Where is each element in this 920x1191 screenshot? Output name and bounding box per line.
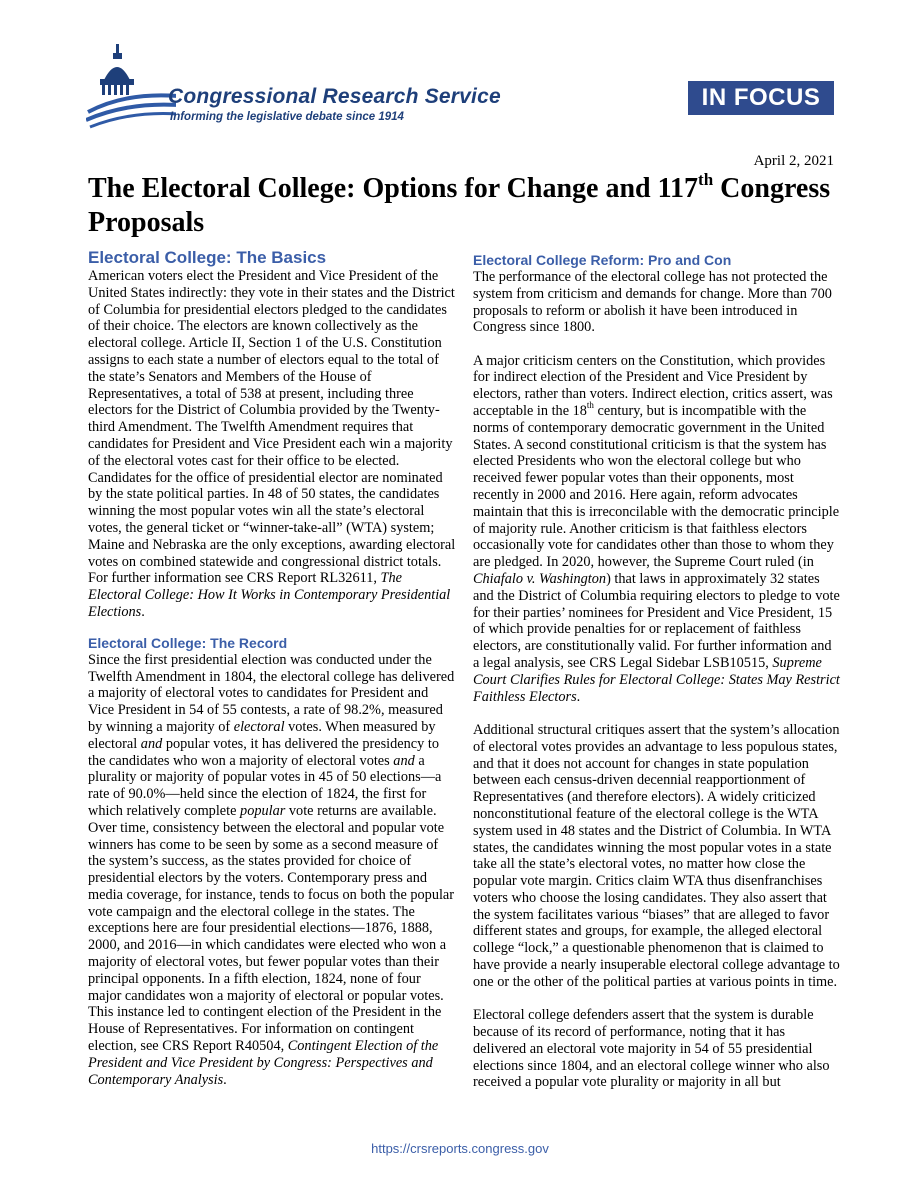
punctuation: . (576, 688, 581, 705)
record-text: vote returns are available. Over time, consistency between the electoral and popular vote winners has come to be seen by some as a second measure of the system’s success, as the states provided for choice of presidential electors by the voters. Contemporary press and media coverage, for instance, tends to focus on both the popular vote campaign and the electoral college in the states. The exceptions here are four presidential elections—1876, 1888, 2000, and 2016—in which candidates were elected who won a majority of electoral votes, but fewer popular votes than their principal opponents. In a fifth election, 1824, none of four major candidates won a majority of electoral or popular votes. This instance led to contingent election of the President in the House of Representatives. For information on contingent election, see CRS Report R40504, (88, 802, 455, 1055)
emphasis: popular (240, 802, 286, 819)
report-link-rl32611[interactable]: The Electoral College: How It Works in Contemporary Presidential Elections (88, 570, 451, 620)
page-title (88, 169, 848, 240)
criticism-text: ) that laws in approximately 32 states and the District of Columbia requiring electors to pledge to vote for their parties’ nominees for President and Vice President, 15 of which provide penalties for or replacement of faithless electors, are constitutionally valid. For further information and a legal analysis, see CRS Legal Sidebar LSB10515, (473, 571, 840, 672)
emphasis: and (140, 735, 163, 752)
org-tagline: Informing the legislative debate since 1914 (170, 111, 404, 123)
in-focus-badge: IN FOCUS (688, 81, 834, 115)
capitol-dome-icon (86, 40, 176, 130)
basics-text: American voters elect the President and Vice President of the United States indirectly: they vote in their states and the District of Columbia for presidential electors pledged to the candidates of their choice. The electors are known collectively as the electoral college. Article II, Section 1 of the U.S. Constitution assigns to each state a number of electors equal to the total of the state’s Senators and Members of the House of Representatives, a total of 538 at present, including three electors for the District of Columbia provided by the Twenty-third Amendment. The Twelfth Amendment requires that candidates for President and Vice President each win a majority of the electoral votes cast for their office to be elected. Candidates for the office of presidential elector are nominated by the state political parties. In 48 of 50 states, the candidates winning the most popular votes win all the state’s electoral votes, the general ticket or “winner-take-all” (WTA) system; Maine and Nebraska are the only exceptions, awarding electoral votes on combined statewide and congressional district totals. For further information see CRS Report RL32611, (88, 268, 456, 587)
title-part-2: Congress Proposals (88, 173, 831, 238)
reform-intro-paragraph: The performance of the electoral college has not protected the system from criticism and demands for change. More than 700 proposals to reform or abolish it have been introduced in Congress since 1800. (473, 269, 832, 336)
emphasis: electoral (233, 718, 285, 735)
emphasis: and (393, 752, 415, 769)
sidebar-link-lsb10515[interactable]: Supreme Court Clarifies Rules for Electoral College: States May Restrict Faithless Electors (473, 655, 840, 705)
criticism-paragraph (473, 353, 841, 706)
structural-critique-paragraph: Additional structural critiques assert that the system’s allocation of electoral votes provides an advantage to less populous states, and that it does not account for changes in state population between each census-driven decennial reapportionment of Representatives (and therefore electors). A widely criticized nonconstitutional feature of the electoral college is the WTA system used in 48 states and the District of Columbia. In WTA states, the candidates winning the most popular votes in a state take all the state’s electoral votes, no matter how close the popular vote margin. Critics claim WTA thus disenfranchises voters who choose the losing candidates. They also assert that the system facilitates various “biases” that are alleged to favor different states and groups, for example, the alleged electoral college “lock,” a questionable phenomenon that is claimed to have provide a nearly insuperable electoral college advantage to one or the other of the political parties at various points in time. (473, 721, 840, 990)
punctuation: . (141, 603, 145, 620)
publication-date: April 2, 2021 (753, 153, 834, 169)
record-text: popular votes, it has delivered the presidency to the candidates who won a majority of electoral votes (88, 735, 439, 769)
defenders-paragraph: Electoral college defenders assert that the system is durable because of its record of performance, noting that it has delivered an electoral vote majority in 54 of 55 presidential elections since 1804, and an electoral college winner who also received a popular vote plurality or majority in all but (473, 1007, 830, 1091)
org-name: Congressional Research Service (168, 85, 501, 108)
title-part-1: The Electoral College: Options for Change and 117 (88, 173, 699, 204)
record-text: a plurality or majority of popular votes in 45 of 50 elections—a rate of 90.0%—held since the election of 1824, the first for which relatively complete (88, 752, 442, 819)
ordinal-superscript: th (586, 400, 594, 411)
crs-logo[interactable] (86, 40, 506, 140)
record-paragraph (88, 652, 456, 1089)
section-heading-reform: Electoral College Reform: Pro and Con (473, 252, 732, 268)
title-superscript: th (698, 169, 714, 189)
left-column (88, 248, 456, 1088)
report-link-r40504[interactable]: Contingent Election of the President and Vice President by Congress: Perspectives and Contemporary Analysis (88, 1038, 439, 1088)
case-name: Chiafalo v. Washington (473, 571, 607, 588)
record-text: votes. When measured by electoral (88, 718, 436, 752)
section-heading-record: Electoral College: The Record (88, 634, 288, 651)
criticism-text: century, but is incompatible with the norms of contemporary democratic government in the United States. A second constitutional criticism is that the system has elected Presidents who won the electoral college but who received fewer popular votes than their opponents, most recently in 2000 and 2016. Here again, reform advocates maintain that this is irreconcilable with the democratic principle of majority rule. Another criticism is that faithless electors occasionally vote for candidates other than those to whom they are pledged. In 2020, however, the Supreme Court ruled (in (473, 403, 840, 571)
criticism-text: A major criticism centers on the Constitution, which provides for indirect election of the President and Vice President by electors, rather than voters. Indirect election, critics assert, was acceptable in the 18 (473, 352, 833, 420)
basics-paragraph (88, 268, 456, 621)
section-heading-basics: Electoral College: The Basics (88, 248, 327, 267)
record-text: Since the first presidential election was conducted under the Twelfth Amendment in 1804, the electoral college has delivered a majority of electoral votes to candidates for President and Vice President in 54 of 55 contests, a rate of 98.2%, measured by winning a majority of (88, 651, 455, 735)
footer-url[interactable]: https://crsreports.congress.gov (371, 1141, 549, 1156)
punctuation: . (223, 1071, 227, 1088)
right-column (473, 248, 841, 1091)
